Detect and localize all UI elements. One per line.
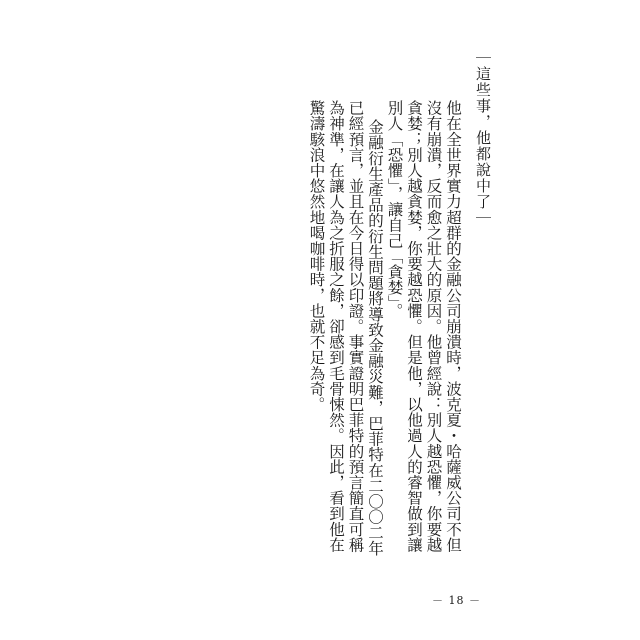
paragraph-2: 金融衍生產品的衍生問題將導致金融災難，巴菲特在二〇〇二年已經預言，並且在今日得以印證。事實證明巴菲特的預言簡直可稱為神準，在讓人為之折服之餘，卻感到毛骨悚然。因此，看到他在驚濤駭浪中悠然地喝咖啡時，也就不足為奇。 [307, 100, 384, 557]
body-text [306, 100, 462, 560]
running-head: ｜這些事，他都說中了｜ [474, 50, 492, 226]
paragraph-1: 他在全世界實力超群的金融公司崩潰時，波克夏・哈薩威公司不但沒有崩潰，反而愈之壯大的原因。他曾經說：別人越恐懼，你要越貪婪；別人越貪婪，你要越恐懼。但是他，以他過人的睿智做到讓別人「恐懼」，讓自己「貪婪」。 [385, 100, 462, 553]
page-number: － 18 － [432, 594, 481, 607]
